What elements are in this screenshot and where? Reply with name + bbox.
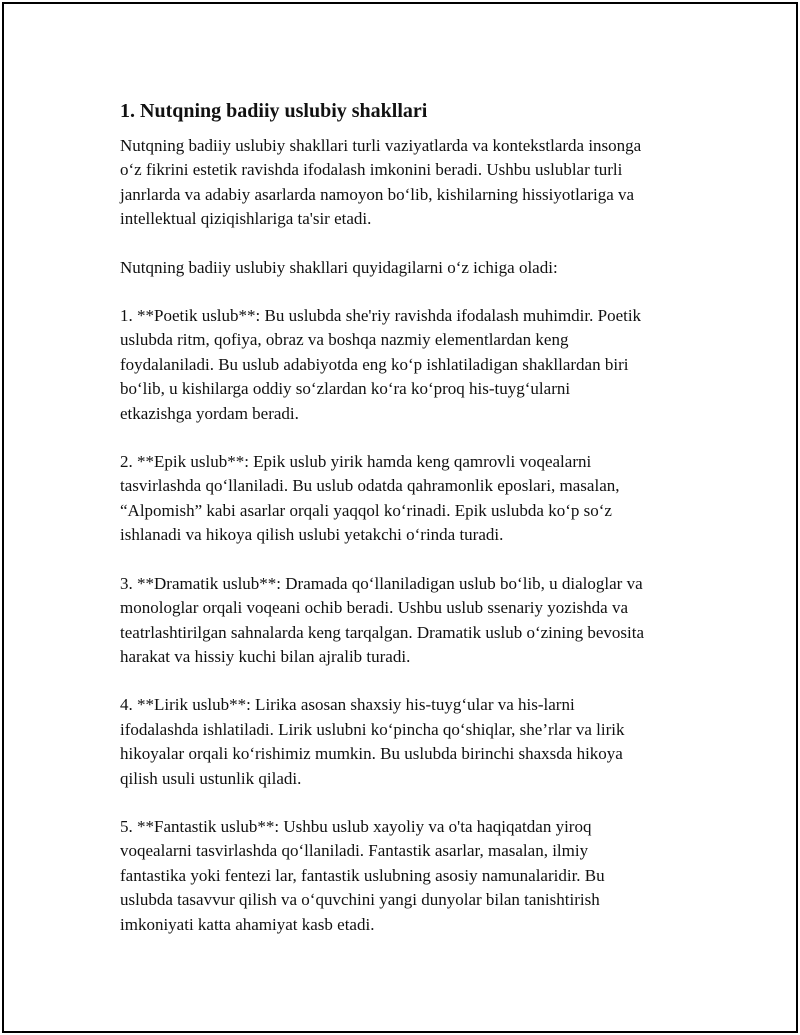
- text-line: harakat va hissiy kuchi bilan ajralib turadi.: [120, 646, 411, 666]
- text-line: o‘z fikrini estetik ravishda ifodalash imkonini beradi. Ushbu uslublar turli: [120, 160, 623, 180]
- list-item-epik: [120, 450, 692, 548]
- text-line: “Alpomish” kabi asarlar orqali yaqqol ko‘rinadi. Epik uslubda ko‘p so‘z: [120, 500, 612, 520]
- text-line: janrlarda va adabiy asarlarda namoyon bo‘lib, kishilarning hissiyotlariga va: [120, 184, 635, 204]
- text-line: ishlanadi va hikoya qilish uslubi yetakchi o‘rinda turadi.: [120, 525, 504, 545]
- text-line: 5. **Fantastik uslub**: Ushbu uslub xayoliy va o'ta haqiqatdan yiroq: [120, 816, 592, 836]
- text-line: hikoyalar orqali ko‘rishimiz mumkin. Bu uslubda birinchi shaxsda hikoya: [120, 744, 623, 764]
- lead-in-paragraph: [120, 256, 692, 280]
- text-line: 2. **Epik uslub**: Epik uslub yirik hamda keng qamrovli voqealarni: [120, 452, 592, 472]
- text-line: 3. **Dramatik uslub**: Dramada qo‘llaniladigan uslub bo‘lib, u dialoglar va: [120, 573, 643, 593]
- list-item-poetik: [120, 304, 692, 426]
- text-line: uslubda tasavvur qilish va o‘quvchini yangi dunyolar bilan tanishtirish: [120, 890, 600, 910]
- text-line: fantastika yoki fentezi lar, fantastik uslubning asosiy namunalaridir. Bu: [120, 865, 605, 885]
- intro-paragraph: [120, 134, 692, 232]
- text-line: intellektual qiziqishlariga ta'sir etadi.: [120, 209, 372, 229]
- text-line: etkazishga yordam beradi.: [120, 403, 299, 423]
- text-line: bo‘lib, u kishilarga oddiy so‘zlardan ko‘ra ko‘proq his-tuyg‘ularni: [120, 379, 571, 399]
- text-line: ifodalashda ishlatiladi. Lirik uslubni ko‘pincha qo‘shiqlar, she’rlar va lirik: [120, 719, 625, 739]
- list-item-fantastik: [120, 815, 692, 937]
- list-item-dramatik: [120, 572, 692, 670]
- text-line: imkoniyati katta ahamiyat kasb etadi.: [120, 914, 375, 934]
- text-line: Nutqning badiiy uslubiy shakllari turli vaziyatlarda va kontekstlarda insonga: [120, 136, 642, 155]
- text-line: uslubda ritm, qofiya, obraz va boshqa nazmiy elementlardan keng: [120, 330, 569, 350]
- text-line: foydalaniladi. Bu uslub adabiyotda eng ko‘p ishlatiladigan shakllardan biri: [120, 354, 629, 374]
- text-line: 4. **Lirik uslub**: Lirika asosan shaxsiy his-tuyg‘ular va his-larni: [120, 695, 575, 715]
- text-line: voqealarni tasvirlashda qo‘llaniladi. Fantastik asarlar, masalan, ilmiy: [120, 841, 589, 861]
- document-content: [120, 98, 692, 937]
- text-line: tasvirlashda qo‘llaniladi. Bu uslub odatda qahramonlik eposlari, masalan,: [120, 476, 620, 496]
- text-line: teatrlashtirilgan sahnalarda keng tarqalgan. Dramatik uslub o‘zining bevosita: [120, 622, 644, 642]
- text-line: monologlar orqali voqeani ochib beradi. Ushbu uslub ssenariy yozishda va: [120, 598, 628, 618]
- section-heading: 1. Nutqning badiiy uslubiy shakllari: [120, 100, 428, 122]
- list-item-lirik: [120, 693, 692, 791]
- page-frame: [2, 2, 798, 1033]
- text-line: 1. **Poetik uslub**: Bu uslubda she'riy ravishda ifodalash muhimdir. Poetik: [120, 306, 642, 326]
- text-line: qilish usuli ustunlik qiladi.: [120, 768, 302, 788]
- text-line: Nutqning badiiy uslubiy shakllari quyidagilarni o‘z ichiga oladi:: [120, 257, 558, 277]
